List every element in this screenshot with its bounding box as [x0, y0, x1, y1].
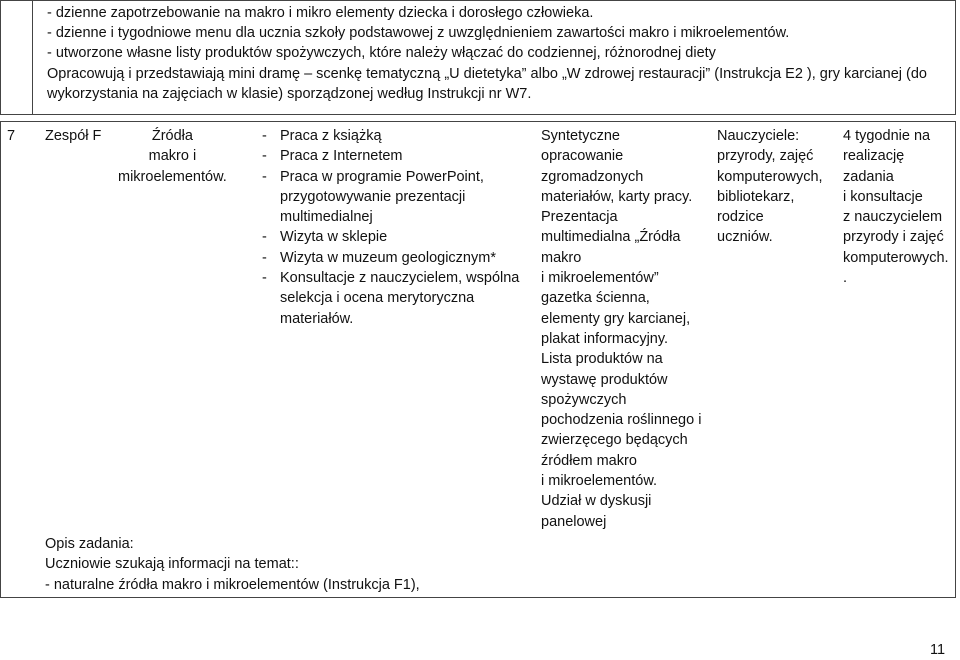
list-item: - Praca z Internetem [262, 148, 403, 165]
text-line: - dzienne i tygodniowe menu dla ucznia szkoły podstawowej z uwzględnieniem zawartości makro i mikroelementów. [47, 25, 790, 42]
text-line: i mikroelementów. [541, 473, 658, 490]
text-line: Prezentacja [541, 209, 618, 226]
text-line: bibliotekarz, [717, 188, 795, 205]
text-line: przyrody, zajęć [717, 148, 814, 165]
text-line: makro [541, 249, 582, 266]
text-line: z nauczycielem [843, 209, 943, 226]
text-line: zadania [843, 168, 894, 185]
sources-cell [118, 126, 227, 187]
text-line: i mikroelementów” [541, 270, 659, 287]
text-line: elementy gry karcianej, [541, 310, 691, 327]
previous-row-content [47, 3, 952, 104]
text-line: Syntetyczne [541, 128, 620, 144]
text-line: panelowej [541, 513, 607, 530]
text-line: . [843, 270, 848, 287]
text-line: Udział w dyskusji [541, 493, 652, 510]
task-description [45, 534, 420, 595]
text-line: gazetka ścienna, [541, 290, 650, 307]
team-name: Zespół F [45, 128, 102, 144]
text-line: - dzienne zapotrzebowanie na makro i mikro elementy dziecka i dorosłego człowieka. [47, 5, 594, 21]
list-item: - Wizyta w muzeum geologicznym* [262, 249, 496, 266]
previous-row-number-cell [1, 1, 33, 114]
text-line: Źródła [151, 128, 193, 144]
effects-cell [541, 126, 713, 532]
text-line: uczniów. [717, 229, 773, 246]
list-item: - Konsultacje z nauczycielem, wspólna selekcja i ocena merytoryczna materiałów. [262, 270, 520, 327]
list-item: - Wizyta w sklepie [262, 229, 388, 246]
row-number: 7 [7, 128, 16, 144]
text-line: opracowanie [541, 148, 624, 165]
text-line: Lista produktów na [541, 351, 663, 368]
text-line: zgromadzonych [541, 168, 644, 185]
description-heading: Opis zadania: [45, 536, 134, 552]
description-intro: Uczniowie szukają informacji na temat:: [45, 556, 299, 573]
description-item: - naturalne źródła makro i mikroelementów (Instrukcja F1), [45, 576, 420, 593]
text-line: - utworzone własne listy produktów spożywczych, które należy włączać do codziennej, różnorodnej diety [47, 45, 716, 62]
text-line: przyrody i zajęć [843, 229, 944, 246]
text-line: multimedialna „Źródła [541, 229, 681, 246]
text-line: mikroelementów. [118, 168, 227, 185]
time-cell [843, 126, 955, 288]
text-line: plakat informacyjny. [541, 330, 669, 347]
teachers-cell [717, 126, 835, 248]
text-line: Nauczyciele: [717, 128, 800, 144]
text-line: 4 tygodnie na [843, 128, 931, 144]
page-number: 11 [930, 642, 946, 658]
text-line: spożywczych [541, 391, 627, 408]
text-line: komputerowych. [843, 249, 949, 266]
tasks-cell [262, 126, 530, 329]
text-line: rodzice [717, 209, 764, 226]
text-line: komputerowych, [717, 168, 823, 185]
list-item: - Praca z książką [262, 128, 382, 144]
text-line: zwierzęcego będących [541, 432, 688, 449]
text-line: pochodzenia roślinnego i [541, 412, 702, 429]
table-row-7 [0, 121, 956, 598]
text-line: i konsultacje [843, 188, 923, 205]
text-line: materiałów, karty pracy. [541, 188, 693, 205]
text-line: wykorzystania na zajęciach w klasie) sporządzonej według Instrukcji nr W7. [47, 85, 532, 102]
text-line: makro i [148, 148, 197, 165]
text-line: Opracowują i przedstawiają mini dramę – scenkę tematyczną „U dietetyka” albo „W zdrowej restauracji” (Instrukcja E2 ), gry karcianej (do [47, 65, 927, 82]
text-line: źródłem makro [541, 452, 637, 469]
text-line: realizację [843, 148, 905, 165]
previous-row-box [0, 0, 956, 115]
list-item: - Praca w programie PowerPoint, przygotowywanie prezentacji multimedialnej [262, 168, 484, 226]
text-line: wystawę produktów [541, 371, 668, 388]
